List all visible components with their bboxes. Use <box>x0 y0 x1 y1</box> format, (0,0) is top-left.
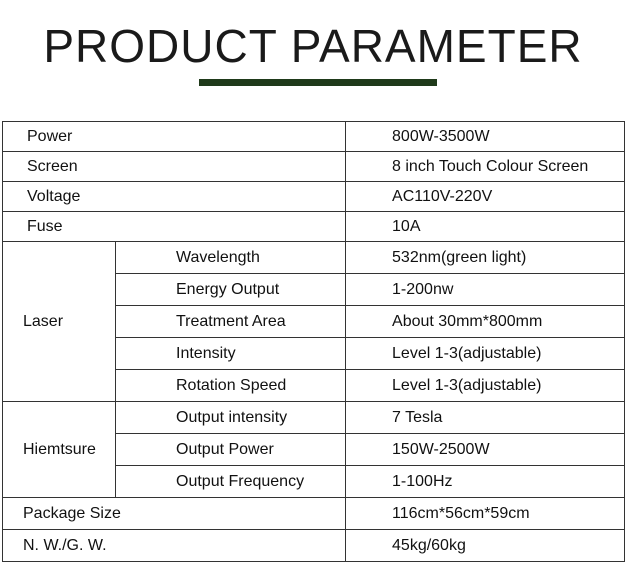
table-row <box>3 182 625 212</box>
param-label-output-frequency: Output Frequency <box>116 466 346 498</box>
table-row <box>3 498 625 530</box>
parameter-table-container <box>2 121 624 562</box>
param-value-screen: 8 inch Touch Colour Screen <box>346 152 625 182</box>
group-label-hiemtsure: Hiemtsure <box>3 402 116 498</box>
parameter-table <box>2 121 625 562</box>
title-underline <box>199 79 437 86</box>
table-row <box>3 242 625 274</box>
group-label-laser: Laser <box>3 242 116 402</box>
param-label-output-intensity: Output intensity <box>116 402 346 434</box>
param-label-rotation-speed: Rotation Speed <box>116 370 346 402</box>
param-value-output-power: 150W-2500W <box>346 434 625 466</box>
param-label-output-power: Output Power <box>116 434 346 466</box>
param-value-wavelength: 532nm(green light) <box>346 242 625 274</box>
param-label-power: Power <box>3 122 346 152</box>
param-value-fuse: 10A <box>346 212 625 242</box>
table-row <box>3 122 625 152</box>
param-label-screen: Screen <box>3 152 346 182</box>
param-value-output-intensity: 7 Tesla <box>346 402 625 434</box>
param-value-energy-output: 1-200nw <box>346 274 625 306</box>
param-value-power: 800W-3500W <box>346 122 625 152</box>
param-value-intensity: Level 1-3(adjustable) <box>346 338 625 370</box>
param-value-weight: 45kg/60kg <box>346 530 625 562</box>
table-row <box>3 402 625 434</box>
param-label-weight: N. W./G. W. <box>3 530 346 562</box>
param-label-fuse: Fuse <box>3 212 346 242</box>
param-label-intensity: Intensity <box>116 338 346 370</box>
param-value-package-size: 116cm*56cm*59cm <box>346 498 625 530</box>
param-label-energy-output: Energy Output <box>116 274 346 306</box>
table-row <box>3 152 625 182</box>
param-value-voltage: AC110V-220V <box>346 182 625 212</box>
param-value-output-frequency: 1-100Hz <box>346 466 625 498</box>
param-label-voltage: Voltage <box>3 182 346 212</box>
param-label-package-size: Package Size <box>3 498 346 530</box>
param-label-treatment-area: Treatment Area <box>116 306 346 338</box>
table-row <box>3 212 625 242</box>
param-label-wavelength: Wavelength <box>116 242 346 274</box>
table-row <box>3 530 625 562</box>
param-value-treatment-area: About 30mm*800mm <box>346 306 625 338</box>
page-title: PRODUCT PARAMETER <box>43 20 583 72</box>
param-value-rotation-speed: Level 1-3(adjustable) <box>346 370 625 402</box>
